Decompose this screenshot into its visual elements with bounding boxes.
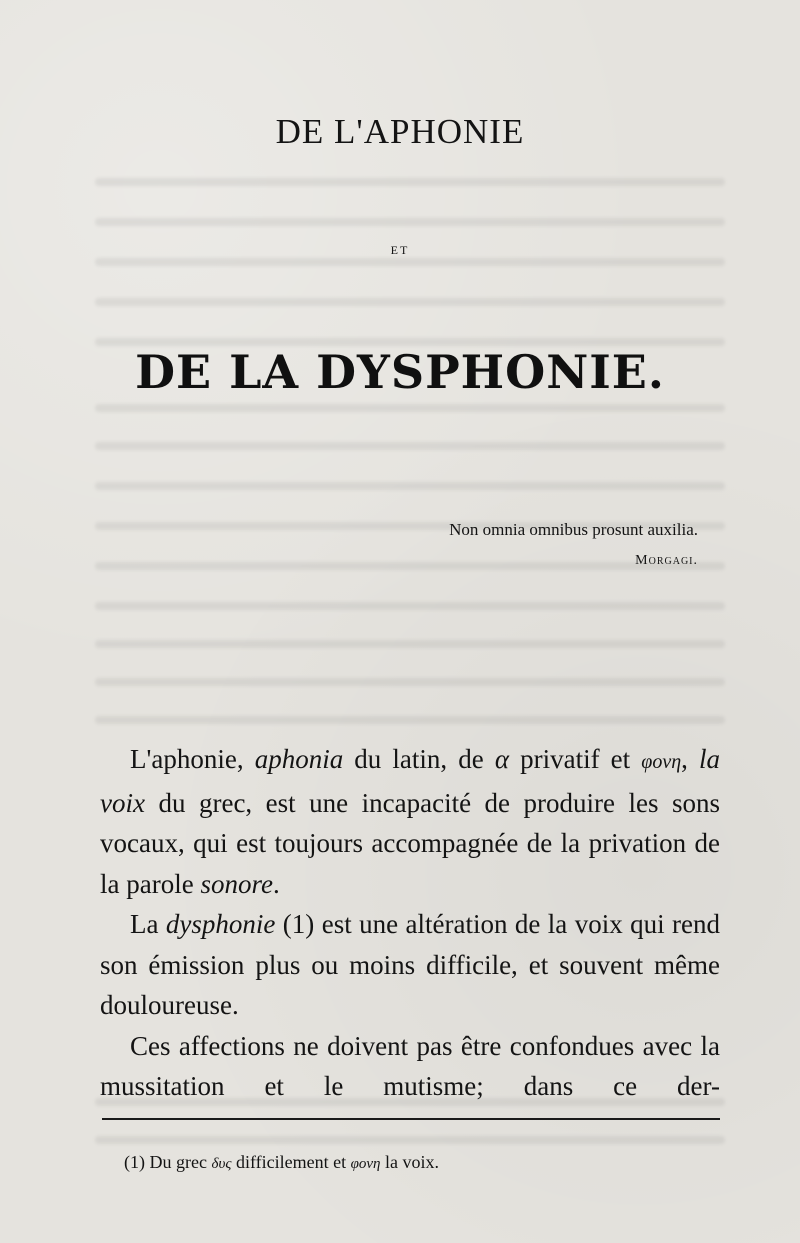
text-run: (1) est une altération de la voix qui rend son émission plus ou moins difficile, et souvent même douloureuse. — [100, 909, 721, 1020]
footnote-divider — [102, 1118, 720, 1120]
greek-word: φονη — [350, 1156, 381, 1172]
text-run: du grec, est une incapacité de produire les sons vocaux, qui est toujours accompagnée de la privation de la parole — [100, 787, 720, 899]
text-run: Ces affections ne doivent pas être confondues avec la mussitation et le mutisme; dans ce der- — [100, 1030, 720, 1101]
paragraph-affections — [100, 1026, 720, 1107]
bleed-through-line — [95, 298, 725, 306]
footnote-marker: (1) — [124, 1152, 145, 1172]
bleed-through-line — [95, 258, 725, 266]
text-run: la voix. — [380, 1152, 439, 1172]
bleed-through-line — [95, 1136, 725, 1144]
paragraph-aphonie — [100, 739, 720, 904]
greek-letter: α — [494, 744, 510, 774]
italic-term: dysphonie — [165, 909, 276, 939]
bleed-through-line — [95, 178, 725, 186]
chapter-subtitle: DE LA DYSPHONIE. — [135, 345, 665, 399]
epigraph-author: Morgagi. — [635, 553, 698, 568]
text-run: difficilement et — [231, 1152, 351, 1172]
bleed-through-line — [95, 442, 725, 450]
paragraph-dysphonie — [100, 904, 720, 1026]
bleed-through-line — [95, 482, 725, 490]
greek-word: φονη — [641, 751, 682, 773]
bleed-through-line — [95, 562, 725, 570]
footnote — [124, 1152, 439, 1173]
text-run: , — [681, 744, 699, 774]
title-conjunction: ET — [390, 243, 410, 257]
main-text — [100, 739, 720, 1107]
bleed-through-line — [95, 602, 725, 610]
text-run: Du grec — [145, 1152, 212, 1172]
bleed-through-line — [95, 640, 725, 648]
epigraph-quote: Non omnia omnibus prosunt auxilia. — [449, 520, 698, 539]
text-run: du latin, de — [343, 744, 495, 774]
text-run: . — [272, 868, 280, 899]
italic-term: la voix — [100, 744, 721, 818]
bleed-through-line — [95, 716, 725, 724]
italic-term: aphonia — [254, 744, 344, 774]
chapter-title: DE L'APHONIE — [275, 112, 525, 151]
text-run: L'aphonie, — [130, 744, 255, 774]
bleed-through-line — [95, 404, 725, 412]
bleed-through-line — [95, 678, 725, 686]
text-run: La — [130, 909, 166, 939]
greek-word: δυς — [211, 1156, 232, 1172]
text-run: privatif et — [509, 744, 642, 774]
italic-term: sonore — [200, 868, 273, 899]
bleed-through-line — [95, 218, 725, 226]
